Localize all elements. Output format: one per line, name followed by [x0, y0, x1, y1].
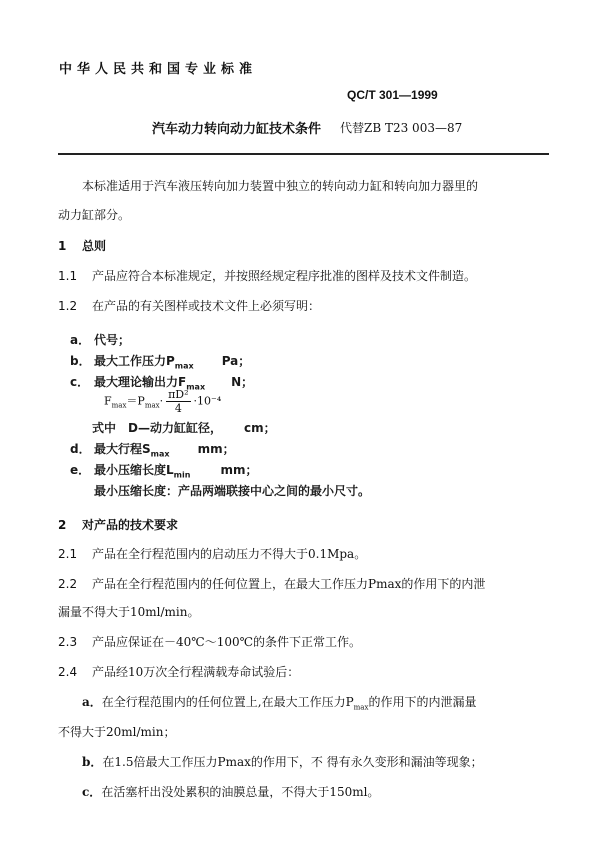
item-label: c．: [82, 785, 102, 799]
clause-text: 产品应保证在－40℃～100℃的条件下正常工作。: [92, 635, 362, 649]
item-text: 最小压缩长度L: [94, 463, 174, 477]
clause-1-2: [58, 298, 320, 314]
section-number: 2: [58, 518, 67, 532]
item-text: 最大工作压力P: [94, 354, 175, 368]
formula-equals: ＝P: [126, 394, 145, 408]
item-label: a．: [70, 333, 91, 347]
item-text-2: 的作用下的内泄漏量: [368, 695, 477, 709]
item-text: 在活塞杆出没处累积的油膜总量，不得大于150ml。: [101, 785, 380, 799]
clause-2-4-item-a-continued: 不得大于20ml/min；: [58, 725, 176, 739]
clause-1-1: [58, 268, 476, 284]
list-item-b: [70, 352, 250, 370]
clause-2-4: [58, 664, 299, 680]
section-1-heading: [58, 238, 106, 254]
item-label: a．: [82, 695, 102, 709]
clause-2-1: [58, 546, 366, 562]
clause-2-2-continued: 漏量不得大于10ml/min。: [58, 605, 200, 619]
formula-numerator: πD²: [168, 388, 189, 401]
clause-2-4-item-c: [82, 784, 379, 800]
item-unit: N；: [231, 375, 254, 389]
formula-lhs-sub: max: [111, 401, 127, 410]
clause-number: 2.4: [58, 665, 78, 679]
formula-dot: ·: [159, 394, 164, 408]
item-unit: mm；: [197, 442, 235, 456]
list-item-e: [70, 461, 257, 479]
item-label: b．: [70, 354, 91, 368]
clause-2-3: [58, 634, 361, 650]
clause-text: 在产品的有关图样或技术文件上必须写明：: [92, 299, 321, 313]
item-text: 最大行程S: [94, 442, 151, 456]
list-item-a: [70, 331, 130, 348]
item-text: 最大理论输出力F: [94, 375, 187, 389]
clause-number: 2.3: [58, 635, 78, 649]
item-subscript: max: [150, 449, 170, 459]
clause-2-4-item-a: [82, 694, 476, 715]
item-subscript: max: [174, 361, 194, 371]
where-prefix: 式中: [92, 421, 117, 435]
clause-number: 2.1: [58, 547, 78, 561]
list-item-e-note: 最小压缩长度：产品两端联接中心之间的最小尺寸。: [94, 484, 371, 498]
clause-2-4-item-b: [82, 754, 483, 770]
issuing-authority: 中华人民共和国专业标准: [59, 62, 258, 77]
formula-where: [92, 419, 276, 436]
item-text: 代号；: [94, 333, 131, 347]
where-unit: cm；: [243, 421, 276, 435]
output-force-formula: [104, 388, 221, 415]
item-subscript: max: [186, 382, 206, 392]
where-text: D—动力缸缸径，: [128, 421, 222, 435]
item-text: 在1.5倍最大工作压力Pmax的作用下，不 得有永久变形和漏油等现象；: [102, 755, 483, 769]
intro-line-1: 本标准适用于汽车液压转向加力装置中独立的转向动力缸和转向加力器里的: [82, 179, 479, 193]
clause-text: 产品在全行程范围内的启动压力不得大于0.1Mpa。: [92, 547, 367, 561]
clause-text: 产品在全行程范围内的任何位置上，在最大工作压力Pmax的作用下的内泄: [92, 577, 486, 591]
clause-2-2: [58, 576, 485, 592]
intro-line-2: 动力缸部分。: [58, 208, 131, 222]
section-number: 1: [58, 239, 67, 253]
formula-eq-sub: max: [144, 401, 160, 410]
formula-denominator: 4: [174, 402, 182, 415]
item-label: b．: [82, 755, 103, 769]
header-rule: [58, 153, 549, 155]
item-unit: Pa；: [221, 354, 251, 368]
section-2-heading: [58, 517, 178, 533]
section-title: 总则: [82, 239, 107, 253]
replaces-note: 代替ZB T23 003—87: [340, 121, 463, 135]
document-title: 汽车动力转向动力缸技术条件: [152, 122, 322, 137]
item-subscript: max: [353, 703, 369, 712]
item-label: c．: [70, 375, 90, 389]
item-subscript: min: [173, 470, 191, 480]
clause-number: 1.1: [58, 269, 78, 283]
clause-text: 产品应符合本标准规定，并按照经规定程序批准的图样及技术文件制造。: [92, 269, 477, 283]
formula-fraction: [166, 388, 190, 415]
item-label: e．: [70, 463, 91, 477]
clause-text: 产品经10万次全行程满载寿命试验后：: [92, 665, 300, 679]
clause-number: 1.2: [58, 299, 78, 313]
formula-tail: ·10⁻⁴: [193, 394, 222, 408]
standard-number: QC/T 301—1999: [347, 88, 438, 102]
clause-number: 2.2: [58, 577, 78, 591]
section-title: 对产品的技术要求: [82, 518, 179, 532]
list-item-d: [70, 440, 235, 458]
formula-lhs: F: [104, 394, 112, 408]
item-text: 在全行程范围内的任何位置上,在最大工作压力P: [101, 695, 354, 709]
item-unit: mm；: [220, 463, 258, 477]
item-label: d．: [70, 442, 91, 456]
